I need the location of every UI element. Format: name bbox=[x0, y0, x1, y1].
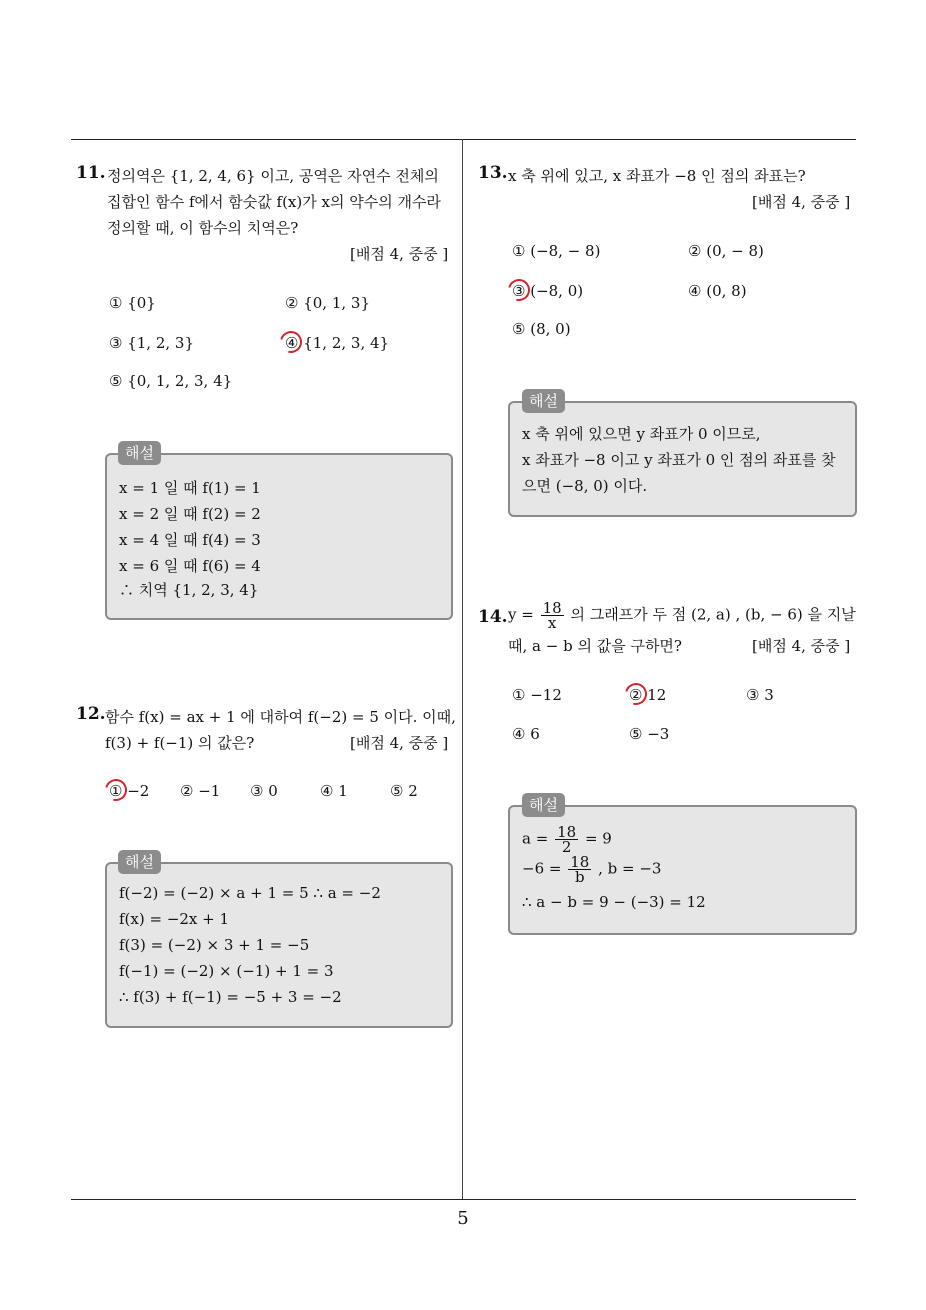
choice-2[interactable]: ② 12 bbox=[629, 686, 667, 704]
solution-line: f(x) = −2x + 1 bbox=[119, 910, 230, 928]
choice-4[interactable]: ④ 1 bbox=[320, 782, 348, 800]
fraction bbox=[541, 601, 564, 630]
fraction bbox=[568, 855, 591, 884]
question-number: 12. bbox=[76, 704, 106, 724]
choice-1[interactable]: ① −12 bbox=[512, 686, 562, 704]
question-text bbox=[508, 601, 856, 630]
solution-line: f(−2) = (−2) × a + 1 = 5 ∴ a = −2 bbox=[119, 884, 381, 902]
fraction-numerator: 18 bbox=[542, 599, 562, 617]
solution-line: 으면 (−8, 0) 이다. bbox=[522, 477, 648, 495]
choice-4[interactable]: ④ {1, 2, 3, 4} bbox=[285, 334, 390, 352]
solution-tag: 해설 bbox=[522, 793, 565, 817]
solution-rhs: , b = −3 bbox=[598, 859, 662, 878]
choice-5[interactable]: ⑤ 2 bbox=[390, 782, 418, 800]
page-number: 5 bbox=[457, 1208, 469, 1229]
solution-line: x 좌표가 −8 이고 y 좌표가 0 인 점의 좌표를 찾 bbox=[522, 451, 836, 469]
solution-line: x = 4 일 때 f(4) = 3 bbox=[119, 531, 261, 549]
answer-circle-mark bbox=[504, 275, 534, 305]
choice-4[interactable]: ④ 6 bbox=[512, 725, 540, 743]
solution-line: ∴ a − b = 9 − (−3) = 12 bbox=[522, 893, 706, 911]
question-number: 14. bbox=[478, 607, 508, 627]
solution-box bbox=[105, 453, 453, 620]
solution-tag: 해설 bbox=[118, 441, 161, 465]
solution-line: x 축 위에 있으면 y 좌표가 0 이므로, bbox=[522, 425, 761, 443]
question-text: 정의역은 {1, 2, 4, 6} 이고, 공역은 자연수 전체의 bbox=[107, 167, 439, 185]
choice-1[interactable]: ① −2 bbox=[109, 782, 150, 800]
score-label: [배점 4, 중중 ] bbox=[350, 734, 449, 752]
choice-3[interactable]: ③ 0 bbox=[250, 782, 278, 800]
solution-line: x = 6 일 때 f(6) = 4 bbox=[119, 557, 261, 575]
answer-circle-mark bbox=[276, 327, 306, 357]
choice-3[interactable]: ③ (−8, 0) bbox=[512, 282, 584, 300]
score-label: [배점 4, 중중 ] bbox=[350, 245, 449, 263]
solution-rhs: = 9 bbox=[584, 829, 612, 848]
choice-1[interactable]: ① {0} bbox=[109, 294, 156, 312]
choice-4[interactable]: ④ (0, 8) bbox=[688, 282, 747, 300]
fraction-denominator: b bbox=[574, 868, 585, 886]
solution-line: f(3) = (−2) × 3 + 1 = −5 bbox=[119, 936, 310, 954]
question-text-rest: 의 그래프가 두 점 (2, a) , (b, − 6) 을 지날 bbox=[570, 605, 856, 624]
solution-tag: 해설 bbox=[522, 389, 565, 413]
bottom-rule bbox=[71, 1199, 856, 1200]
fraction bbox=[555, 825, 578, 854]
question-number: 11. bbox=[76, 163, 106, 183]
fraction-denominator: 2 bbox=[561, 838, 572, 856]
question-text: 집합인 함수 f에서 함숫값 f(x)가 x의 약수의 개수라 bbox=[107, 193, 441, 211]
choice-2[interactable]: ② −1 bbox=[180, 782, 221, 800]
solution-lhs: a = bbox=[522, 829, 549, 848]
fraction-numerator: 18 bbox=[570, 853, 590, 871]
solution-box bbox=[508, 401, 857, 517]
choice-2[interactable]: ② {0, 1, 3} bbox=[285, 294, 371, 312]
solution-line bbox=[522, 825, 612, 854]
choice-5[interactable]: ⑤ (8, 0) bbox=[512, 320, 571, 338]
fraction-numerator: 18 bbox=[557, 823, 577, 841]
solution-line: ∴ f(3) + f(−1) = −5 + 3 = −2 bbox=[119, 988, 342, 1006]
question-text: 때, a − b 의 값을 구하면? bbox=[508, 637, 682, 655]
solution-box bbox=[508, 805, 857, 935]
solution-line: x = 2 일 때 f(2) = 2 bbox=[119, 505, 261, 523]
top-rule bbox=[71, 139, 856, 140]
score-label: [배점 4, 중중 ] bbox=[752, 193, 851, 211]
question-number: 13. bbox=[478, 163, 508, 183]
solution-line: x = 1 일 때 f(1) = 1 bbox=[119, 479, 261, 497]
score-label: [배점 4, 중중 ] bbox=[752, 637, 851, 655]
equation-lhs: y = bbox=[508, 605, 534, 624]
fraction-denominator: x bbox=[547, 614, 557, 632]
solution-tag: 해설 bbox=[118, 850, 161, 874]
solution-line bbox=[522, 855, 661, 884]
solution-box bbox=[105, 862, 453, 1028]
choice-3[interactable]: ③ {1, 2, 3} bbox=[109, 334, 195, 352]
question-text: 함수 f(x) = ax + 1 에 대하여 f(−2) = 5 이다. 이때, bbox=[105, 708, 456, 726]
solution-line: ∴ 치역 {1, 2, 3, 4} bbox=[119, 581, 259, 599]
solution-lhs: −6 = bbox=[522, 859, 562, 878]
choice-1[interactable]: ① (−8, − 8) bbox=[512, 242, 601, 260]
question-text: x 축 위에 있고, x 좌표가 −8 인 점의 좌표는? bbox=[508, 167, 806, 185]
column-divider bbox=[462, 139, 463, 1199]
choice-5[interactable]: ⑤ {0, 1, 2, 3, 4} bbox=[109, 372, 233, 390]
question-text: f(3) + f(−1) 의 값은? bbox=[105, 734, 255, 752]
choice-5[interactable]: ⑤ −3 bbox=[629, 725, 670, 743]
choice-2[interactable]: ② (0, − 8) bbox=[688, 242, 764, 260]
answer-circle-mark bbox=[101, 775, 131, 805]
answer-circle-mark bbox=[621, 679, 651, 709]
question-text: 정의할 때, 이 함수의 치역은? bbox=[107, 219, 299, 237]
solution-line: f(−1) = (−2) × (−1) + 1 = 3 bbox=[119, 962, 334, 980]
choice-3[interactable]: ③ 3 bbox=[746, 686, 774, 704]
